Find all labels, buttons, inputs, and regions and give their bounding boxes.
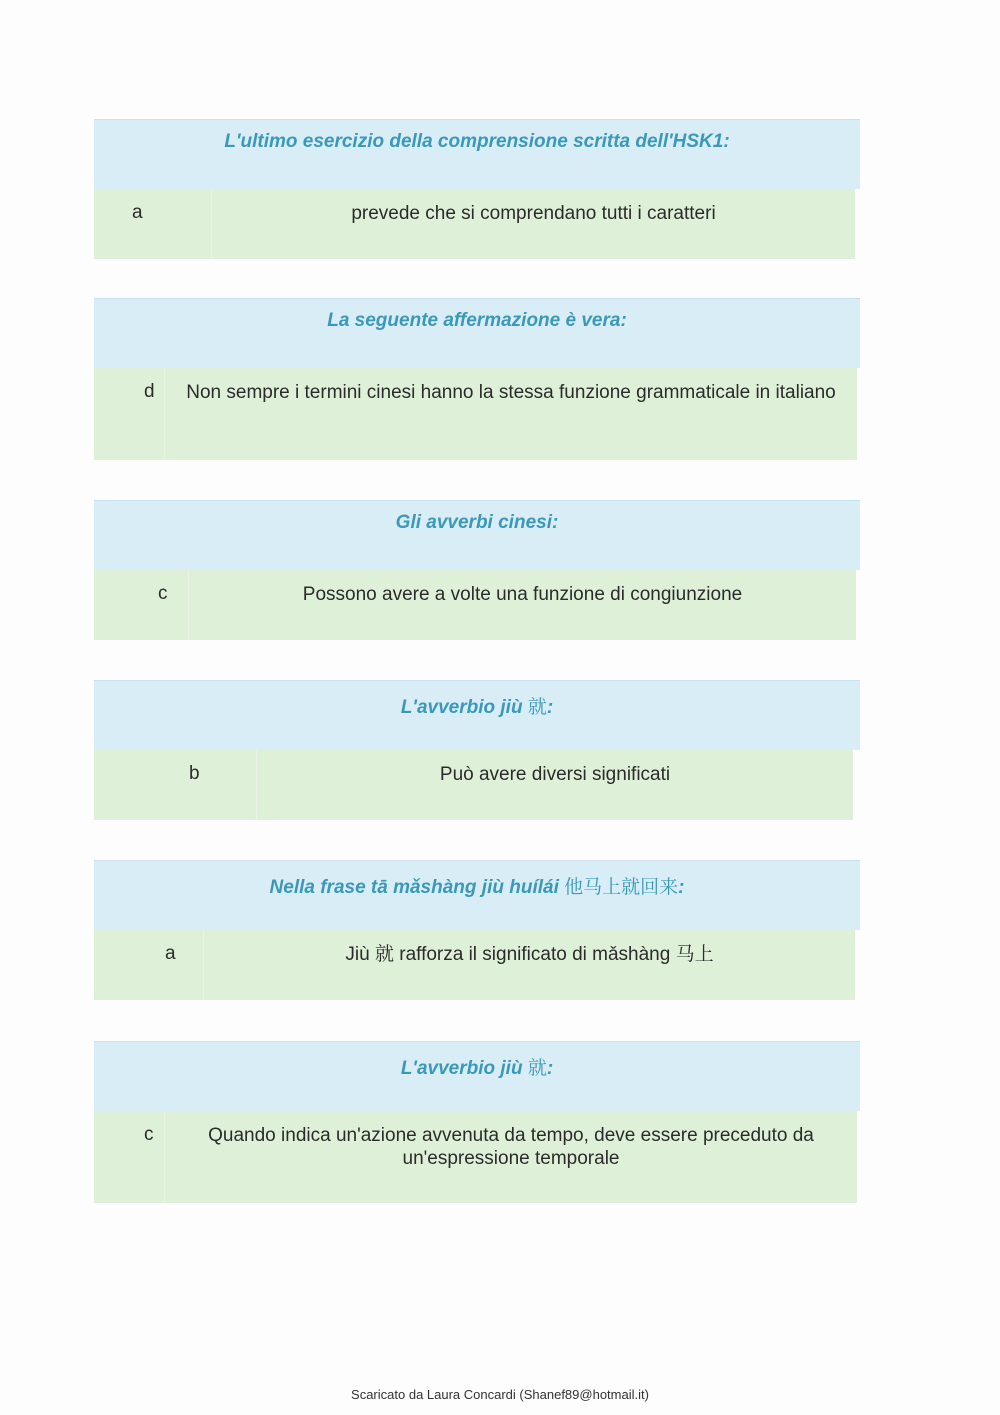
qa-block-4 (94, 680, 860, 820)
question-6 (94, 1041, 860, 1111)
qa-block-5 (94, 860, 860, 1000)
question-6-suffix: : (546, 1058, 554, 1079)
answer-text-1: prevede che si comprendano tutti i caratteri (351, 203, 716, 224)
question-2-text: La seguente affermazione è vera: (327, 310, 627, 331)
answer-text-6: Quando indica un'azione avvenuta da tempo, deve essere preceduto da un'espressione temporale (208, 1125, 814, 1169)
question-5-text: Nella frase tā mǎshàng jiù huílái (269, 877, 565, 898)
answer-text-5: Jiù 就 rafforza il significato di mǎshàng 马上 (345, 944, 714, 965)
answer-letter-1: a (94, 189, 212, 259)
qa-block-2 (94, 298, 860, 460)
footer-download-note: Scaricato da Laura Concardi (Shanef89@hotmail.it) (351, 1387, 649, 1402)
question-1 (94, 119, 860, 189)
answer-letter-2: d (94, 368, 165, 460)
question-3 (94, 500, 860, 570)
question-6-cjk: 就 (527, 1058, 547, 1079)
answer-letter-6: c (94, 1111, 165, 1203)
answer-row-5 (94, 930, 855, 1000)
answer-letter-4: b (94, 750, 257, 820)
answer-row-2 (94, 368, 857, 460)
qa-block-1 (94, 119, 860, 259)
question-5-cjk: 他马上就回来 (564, 877, 679, 898)
answer-text-4: Può avere diversi significati (439, 764, 671, 785)
answer-row-3 (94, 570, 856, 640)
question-6-text: L'avverbio jiù (400, 1058, 528, 1079)
answer-letter-3: c (94, 570, 189, 640)
question-5 (94, 860, 860, 930)
question-4-suffix: : (546, 697, 554, 718)
question-4 (94, 680, 860, 750)
answer-row-1 (94, 189, 855, 259)
qa-block-3 (94, 500, 860, 640)
question-5-suffix: : (678, 877, 685, 898)
question-1-text: L'ultimo esercizio della comprensione scritta dell'HSK1: (224, 131, 730, 152)
answer-text-3: Possono avere a volte una funzione di congiunzione (302, 584, 743, 605)
answer-text-2: Non sempre i termini cinesi hanno la stessa funzione grammaticale in italiano (186, 382, 836, 403)
qa-block-6 (94, 1041, 860, 1203)
question-4-text: L'avverbio jiù (400, 697, 528, 718)
answer-row-6 (94, 1111, 857, 1203)
question-3-text: Gli avverbi cinesi: (395, 512, 559, 533)
answer-letter-5: a (94, 930, 204, 1000)
question-2 (94, 298, 860, 368)
answer-row-4 (94, 750, 853, 820)
question-4-cjk: 就 (527, 697, 547, 718)
